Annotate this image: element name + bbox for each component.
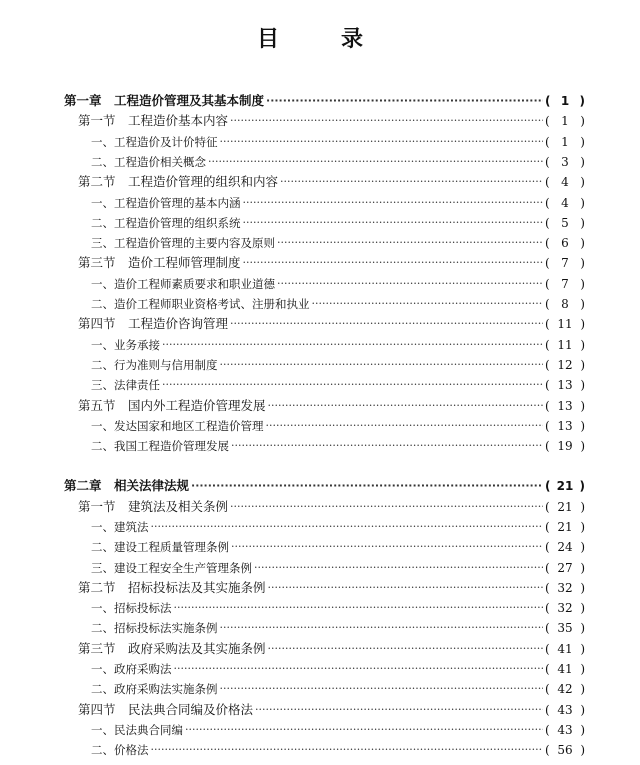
toc-entry-title: 一、造价工程师素质要求和职业道德 bbox=[91, 277, 275, 291]
toc-entry-title: 一、建筑法 bbox=[91, 520, 149, 534]
toc-page-number: ( 7 ) bbox=[545, 274, 585, 294]
toc-item-row bbox=[91, 193, 585, 213]
page-number-value: 4 bbox=[561, 175, 569, 189]
toc-section-row bbox=[78, 253, 585, 273]
toc-page-number: ( 19 ) bbox=[545, 436, 585, 456]
dot-leader bbox=[280, 172, 543, 192]
toc-item-row bbox=[91, 537, 585, 557]
toc-section-row bbox=[78, 639, 585, 659]
toc-entry-title: 第二节 招标投标法及其实施条例 bbox=[78, 580, 266, 595]
toc-page-number: ( 43 ) bbox=[545, 700, 585, 720]
dot-leader bbox=[162, 375, 543, 395]
toc-entry-title: 第二节 工程造价管理的组织和内容 bbox=[78, 174, 279, 189]
toc-item-row bbox=[91, 152, 585, 172]
page-title: 目 录 bbox=[256, 27, 383, 52]
dot-leader bbox=[162, 335, 543, 355]
dot-leader bbox=[231, 436, 543, 456]
toc-page-number: ( 43 ) bbox=[545, 720, 585, 740]
toc-entry-title: 二、政府采购法实施条例 bbox=[91, 682, 218, 696]
toc-entry-title: 一、招标投标法 bbox=[91, 601, 172, 615]
toc-entry-title: 第四节 民法典合同编及价格法 bbox=[78, 702, 254, 717]
toc-page-number: ( 41 ) bbox=[545, 639, 585, 659]
toc-page-number: ( 1 ) bbox=[545, 91, 585, 111]
toc-page-number: ( 24 ) bbox=[545, 537, 585, 557]
page-number-value: 43 bbox=[557, 723, 573, 737]
page-number-value: 4 bbox=[561, 196, 569, 210]
page-number-value: 32 bbox=[557, 601, 573, 615]
toc-entry-title: 二、招标投标法实施条例 bbox=[91, 621, 218, 635]
page-number-value: 3 bbox=[561, 155, 569, 169]
page-number-value: 19 bbox=[557, 439, 573, 453]
toc-page-number: ( 3 ) bbox=[545, 152, 585, 172]
toc-section-row bbox=[78, 314, 585, 334]
page-number-value: 7 bbox=[561, 277, 569, 291]
toc-page-number: ( 4 ) bbox=[545, 172, 585, 192]
dot-leader bbox=[268, 578, 543, 598]
toc-entry-title: 二、工程造价相关概念 bbox=[91, 155, 206, 169]
page-number-value: 11 bbox=[557, 317, 573, 331]
toc-chapter-row bbox=[64, 91, 585, 111]
dot-leader bbox=[220, 618, 544, 638]
dot-leader bbox=[174, 598, 544, 618]
toc-page-number: ( 27 ) bbox=[545, 558, 585, 578]
toc-entry-title: 二、我国工程造价管理发展 bbox=[91, 439, 229, 453]
toc-section-row bbox=[78, 578, 585, 598]
toc-item-row bbox=[91, 274, 585, 294]
dot-leader bbox=[243, 213, 544, 233]
toc-chapter-row bbox=[64, 476, 585, 496]
toc-item-row bbox=[91, 294, 585, 314]
dot-leader bbox=[268, 639, 543, 659]
toc-section-row bbox=[78, 111, 585, 131]
toc-page-number: ( 13 ) bbox=[545, 396, 585, 416]
dot-leader bbox=[220, 679, 544, 699]
page-number-value: 35 bbox=[557, 621, 573, 635]
toc-entry-title: 二、价格法 bbox=[91, 743, 149, 757]
toc-entry-title: 二、建设工程质量管理条例 bbox=[91, 540, 229, 554]
toc-item-row bbox=[91, 375, 585, 395]
page-number-value: 21 bbox=[556, 479, 574, 493]
page-number-value: 8 bbox=[561, 297, 569, 311]
page-number-value: 6 bbox=[561, 236, 569, 250]
toc-entry-title: 第一节 建筑法及相关条例 bbox=[78, 499, 229, 514]
dot-leader bbox=[208, 152, 543, 172]
toc-page-number: ( 4 ) bbox=[545, 193, 585, 213]
page-number-value: 43 bbox=[557, 703, 573, 717]
toc-item-row bbox=[91, 598, 585, 618]
page-number-value: 11 bbox=[557, 338, 573, 352]
page-number-value: 13 bbox=[557, 378, 573, 392]
toc-page-number: ( 1 ) bbox=[545, 132, 585, 152]
toc-page-number: ( 13 ) bbox=[545, 416, 585, 436]
toc-item-row bbox=[91, 679, 585, 699]
toc-entry-title: 三、法律责任 bbox=[91, 378, 160, 392]
page-number-value: 27 bbox=[557, 561, 573, 575]
toc-page-number: ( 1 ) bbox=[545, 111, 585, 131]
toc-item-row bbox=[91, 436, 585, 456]
page-number-value: 1 bbox=[561, 114, 569, 128]
toc-item-row bbox=[91, 517, 585, 537]
page-number-value: 1 bbox=[560, 94, 570, 108]
dot-leader bbox=[277, 274, 543, 294]
toc-section-row bbox=[78, 700, 585, 720]
toc-item-row bbox=[91, 659, 585, 679]
page-number-value: 56 bbox=[557, 743, 573, 757]
toc-page-number: ( 42 ) bbox=[545, 679, 585, 699]
toc-entry-title: 一、政府采购法 bbox=[91, 662, 172, 676]
page-number-value: 42 bbox=[557, 682, 573, 696]
toc-entry-title: 二、工程造价管理的组织系统 bbox=[91, 216, 241, 230]
toc-item-row bbox=[91, 416, 585, 436]
dot-leader bbox=[243, 253, 543, 273]
toc-entry-title: 第二章 相关法律法规 bbox=[64, 478, 190, 493]
page-number-value: 21 bbox=[557, 520, 573, 534]
toc-entry-title: 三、建设工程安全生产管理条例 bbox=[91, 561, 252, 575]
toc-entry-title: 第三节 政府采购法及其实施条例 bbox=[78, 641, 266, 656]
page-number-value: 21 bbox=[557, 500, 573, 514]
dot-leader bbox=[230, 111, 543, 131]
toc-entry-title: 第五节 国内外工程造价管理发展 bbox=[78, 398, 266, 413]
dot-leader bbox=[151, 740, 544, 760]
dot-leader bbox=[268, 396, 543, 416]
toc-entry-title: 二、行为准则与信用制度 bbox=[91, 358, 218, 372]
dot-leader bbox=[174, 659, 544, 679]
toc-item-row bbox=[91, 355, 585, 375]
toc-item-row bbox=[91, 233, 585, 253]
toc-entry-title: 第一节 工程造价基本内容 bbox=[78, 113, 229, 128]
toc-item-row bbox=[91, 618, 585, 638]
toc-page-number: ( 7 ) bbox=[545, 253, 585, 273]
toc-entry-title: 第三节 造价工程师管理制度 bbox=[78, 255, 241, 270]
page-number-value: 13 bbox=[557, 419, 573, 433]
toc-page-number: ( 32 ) bbox=[545, 578, 585, 598]
toc-item-row bbox=[91, 720, 585, 740]
page-number-value: 13 bbox=[557, 399, 573, 413]
toc-page-number: ( 12 ) bbox=[545, 355, 585, 375]
toc-item-row bbox=[91, 132, 585, 152]
toc-page-number: ( 13 ) bbox=[545, 375, 585, 395]
toc-entry-title: 第四节 工程造价咨询管理 bbox=[78, 316, 229, 331]
dot-leader bbox=[312, 294, 544, 314]
toc-entry-title: 第一章 工程造价管理及其基本制度 bbox=[64, 93, 265, 108]
dot-leader bbox=[191, 476, 543, 496]
dot-leader bbox=[230, 314, 543, 334]
page-number-value: 32 bbox=[557, 581, 573, 595]
page-number-value: 12 bbox=[557, 358, 573, 372]
dot-leader bbox=[254, 558, 543, 578]
toc-page-number: ( 8 ) bbox=[545, 294, 585, 314]
toc-entry-title: 一、民法典合同编 bbox=[91, 723, 183, 737]
toc-page-number: ( 56 ) bbox=[545, 740, 585, 760]
toc-page-number: ( 6 ) bbox=[545, 233, 585, 253]
toc-entry-title: 一、工程造价及计价特征 bbox=[91, 135, 218, 149]
toc-entry-title: 二、造价工程师职业资格考试、注册和执业 bbox=[91, 297, 310, 311]
toc-page-number: ( 32 ) bbox=[545, 598, 585, 618]
toc-page-number: ( 21 ) bbox=[545, 497, 585, 517]
dot-leader bbox=[277, 233, 543, 253]
page-number-value: 41 bbox=[557, 662, 573, 676]
toc-item-row bbox=[91, 335, 585, 355]
dot-leader bbox=[220, 355, 544, 375]
dot-leader bbox=[230, 497, 543, 517]
toc-page-number: ( 21 ) bbox=[545, 476, 585, 496]
toc-page-number: ( 11 ) bbox=[545, 314, 585, 334]
page-number-value: 41 bbox=[557, 642, 573, 656]
toc-page-number: ( 35 ) bbox=[545, 618, 585, 638]
toc-item-row bbox=[91, 558, 585, 578]
toc-entry-title: 一、工程造价管理的基本内涵 bbox=[91, 196, 241, 210]
dot-leader bbox=[185, 720, 543, 740]
page-number-value: 24 bbox=[557, 540, 573, 554]
dot-leader bbox=[266, 416, 544, 436]
toc-page-number: ( 5 ) bbox=[545, 213, 585, 233]
dot-leader bbox=[266, 91, 543, 111]
dot-leader bbox=[151, 517, 544, 537]
toc-entry-title: 三、工程造价管理的主要内容及原则 bbox=[91, 236, 275, 250]
dot-leader bbox=[255, 700, 543, 720]
page-number-value: 5 bbox=[561, 216, 569, 230]
dot-leader bbox=[220, 132, 544, 152]
toc-entry-title: 一、业务承接 bbox=[91, 338, 160, 352]
toc-page-number: ( 41 ) bbox=[545, 659, 585, 679]
toc-entry-title: 一、发达国家和地区工程造价管理 bbox=[91, 419, 264, 433]
page-number-value: 1 bbox=[561, 135, 569, 149]
toc-section-row bbox=[78, 497, 585, 517]
toc-page-number: ( 21 ) bbox=[545, 517, 585, 537]
dot-leader bbox=[231, 537, 543, 557]
page-number-value: 7 bbox=[561, 256, 569, 270]
toc-item-row bbox=[91, 740, 585, 760]
toc-section-row bbox=[78, 396, 585, 416]
toc-page-number: ( 11 ) bbox=[545, 335, 585, 355]
dot-leader bbox=[243, 193, 544, 213]
toc-item-row bbox=[91, 213, 585, 233]
toc-section-row bbox=[78, 172, 585, 192]
